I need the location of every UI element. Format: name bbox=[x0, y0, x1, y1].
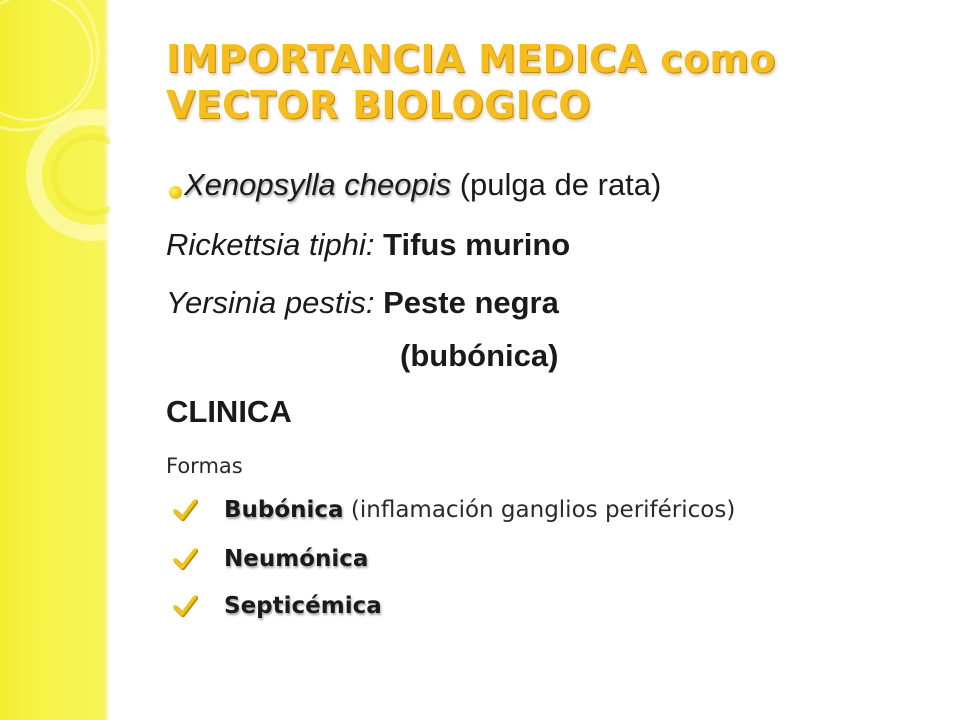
disease-1-name: Tifus murino bbox=[383, 227, 571, 262]
forms-label: Formas bbox=[166, 454, 243, 478]
vector-species-line bbox=[184, 165, 661, 205]
round-bullet-icon bbox=[169, 186, 182, 199]
form-item-text bbox=[224, 591, 382, 621]
pathogen-line-2 bbox=[166, 283, 559, 323]
form-detail: (inflamación ganglios periféricos) bbox=[343, 497, 736, 523]
title-line-2: VECTOR BIOLOGICO bbox=[166, 83, 591, 127]
form-item-text bbox=[224, 495, 735, 525]
vector-common-name: (pulga de rata) bbox=[451, 167, 662, 202]
checkmark-icon bbox=[172, 593, 198, 619]
checkmark-icon bbox=[172, 546, 198, 572]
pathogen-1-name: Rickettsia tiphi: bbox=[166, 227, 384, 262]
slide-title bbox=[166, 36, 936, 128]
title-line-1: IMPORTANCIA MEDICA como bbox=[166, 37, 776, 81]
disease-2-name: Peste negra bbox=[383, 285, 559, 320]
form-term: Septicémica bbox=[224, 593, 382, 619]
form-term: Bubónica bbox=[224, 497, 344, 523]
checkmark-icon bbox=[172, 497, 198, 523]
disease-2-continuation: (bubónica) bbox=[400, 338, 559, 373]
pathogen-2-name: Yersinia pestis: bbox=[166, 285, 384, 320]
form-term: Neumónica bbox=[224, 546, 369, 572]
decorative-rings bbox=[0, 0, 110, 720]
vector-species-name: Xenopsylla cheopis bbox=[184, 167, 452, 202]
clinica-heading: CLINICA bbox=[166, 394, 292, 429]
pathogen-line-1 bbox=[166, 225, 570, 265]
form-item-text bbox=[224, 544, 368, 574]
